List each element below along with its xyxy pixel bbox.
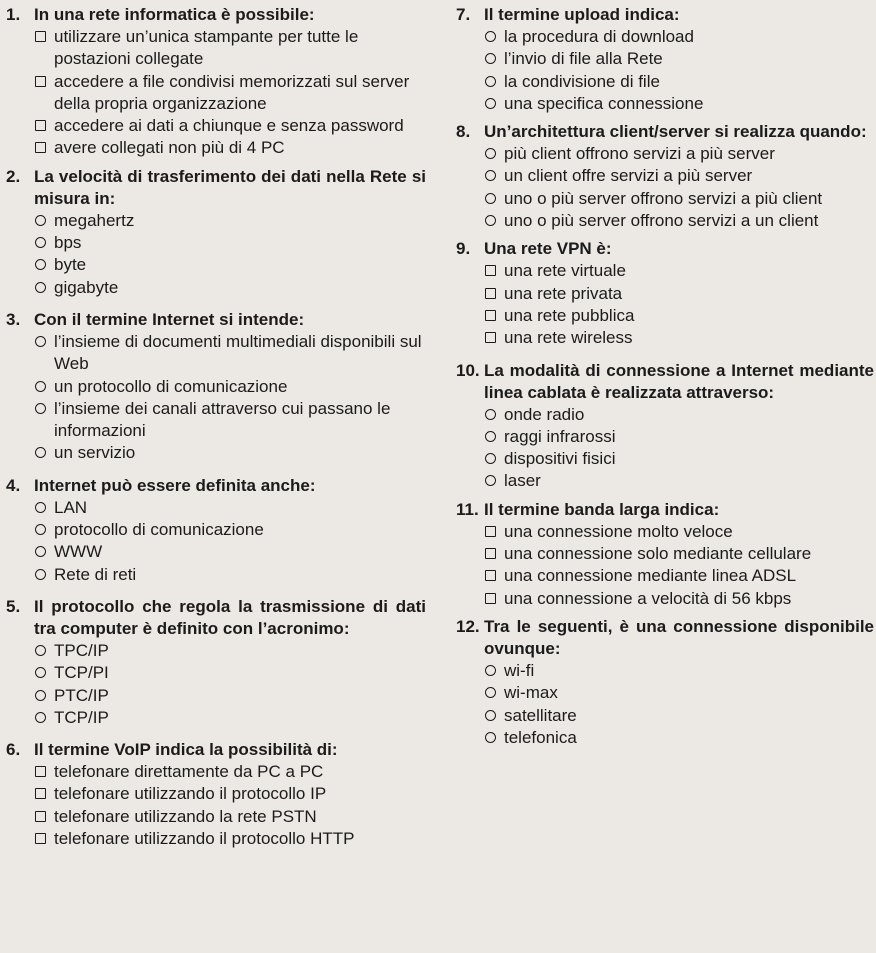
question-number: 9. bbox=[456, 239, 471, 259]
question-text: Un’architettura client/server si realizza quando: bbox=[484, 122, 867, 142]
option-label: wi-fi bbox=[504, 660, 535, 680]
answer-option[interactable] bbox=[483, 565, 874, 587]
answer-option[interactable] bbox=[483, 188, 874, 210]
answer-option[interactable] bbox=[483, 426, 874, 448]
question-text: Il protocollo che regola la trasmissione di dati tra computer è definito con l’acronimo: bbox=[34, 596, 426, 638]
radio-button[interactable] bbox=[35, 447, 46, 458]
question-number: 2. bbox=[6, 166, 21, 186]
radio-button[interactable] bbox=[35, 336, 46, 347]
option-label: laser bbox=[504, 471, 541, 491]
answer-option[interactable] bbox=[33, 398, 426, 443]
question-number: 7. bbox=[456, 5, 471, 24]
option-label: più client offrono servizi a più server bbox=[504, 144, 775, 164]
option-label: una rete privata bbox=[504, 283, 623, 303]
answer-option[interactable] bbox=[483, 165, 874, 187]
option-label: byte bbox=[54, 255, 87, 275]
answer-option[interactable] bbox=[33, 707, 426, 729]
question-number: 8. bbox=[456, 122, 471, 142]
checkbox[interactable] bbox=[485, 570, 496, 581]
option-label: accedere ai dati a chiunque e senza password bbox=[54, 116, 404, 136]
question-number: 11. bbox=[456, 499, 479, 519]
radio-button[interactable] bbox=[485, 98, 496, 109]
option-label: TCP/PI bbox=[54, 663, 109, 683]
option-label: telefonica bbox=[504, 727, 577, 747]
option-label: una rete wireless bbox=[504, 328, 633, 348]
option-label: una specifica connessione bbox=[504, 93, 704, 113]
option-label: LAN bbox=[54, 497, 88, 517]
answer-option[interactable] bbox=[33, 564, 426, 586]
radio-button[interactable] bbox=[35, 645, 46, 656]
answer-option[interactable] bbox=[33, 806, 426, 828]
option-label: telefonare utilizzando la rete PSTN bbox=[54, 806, 317, 826]
radio-button[interactable] bbox=[35, 502, 46, 513]
answer-option[interactable] bbox=[33, 541, 426, 563]
checkbox[interactable] bbox=[35, 788, 46, 799]
answer-option[interactable] bbox=[483, 305, 874, 327]
answer-option[interactable] bbox=[483, 71, 874, 93]
option-label: una connessione solo mediante cellulare bbox=[504, 544, 812, 564]
answer-option[interactable] bbox=[33, 376, 426, 398]
radio-button[interactable] bbox=[35, 403, 46, 414]
question-text: Il termine upload indica: bbox=[484, 5, 680, 24]
question-number: 6. bbox=[6, 740, 21, 760]
radio-button[interactable] bbox=[35, 546, 46, 557]
question-text: Internet può essere definita anche: bbox=[34, 475, 316, 495]
option-label: uno o più server offrono servizi a un client bbox=[504, 211, 819, 231]
answer-option[interactable] bbox=[483, 660, 874, 682]
question-number: 1. bbox=[6, 5, 21, 24]
question-number: 3. bbox=[6, 309, 21, 329]
option-label: accedere a file condivisi memorizzati sul server della propria organizzazione bbox=[54, 71, 410, 113]
checkbox[interactable] bbox=[35, 766, 46, 777]
question-12 bbox=[456, 616, 874, 749]
option-label: protocollo di comunicazione bbox=[54, 520, 264, 540]
answer-option[interactable] bbox=[483, 521, 874, 543]
option-label: la condivisione di file bbox=[504, 71, 660, 91]
radio-button[interactable] bbox=[35, 569, 46, 580]
answer-option[interactable] bbox=[483, 327, 874, 349]
checkbox[interactable] bbox=[35, 833, 46, 844]
answer-option[interactable] bbox=[33, 519, 426, 541]
question-text: La velocità di trasferimento dei dati nella Rete si misura in: bbox=[34, 166, 426, 208]
answer-option[interactable] bbox=[483, 283, 874, 305]
answer-option[interactable] bbox=[33, 210, 426, 232]
question-text: Una rete VPN è: bbox=[484, 239, 612, 259]
radio-button[interactable] bbox=[485, 409, 496, 420]
option-label: l’insieme dei canali attraverso cui passano le informazioni bbox=[54, 398, 391, 441]
answer-option[interactable] bbox=[33, 662, 426, 684]
answer-option[interactable] bbox=[33, 254, 426, 276]
radio-button[interactable] bbox=[485, 215, 496, 226]
checkbox[interactable] bbox=[485, 593, 496, 604]
question-4 bbox=[6, 475, 426, 586]
option-label: una connessione mediante linea ADSL bbox=[504, 566, 797, 586]
answer-option[interactable] bbox=[33, 137, 426, 159]
question-text: Con il termine Internet si intende: bbox=[34, 309, 305, 329]
answer-option[interactable] bbox=[483, 588, 874, 610]
question-number: 5. bbox=[6, 596, 21, 616]
question-6 bbox=[6, 739, 426, 850]
question-text: Tra le seguenti, è una connessione disponibile ovunque: bbox=[484, 616, 874, 658]
answer-option[interactable] bbox=[33, 783, 426, 805]
radio-button[interactable] bbox=[35, 381, 46, 392]
radio-button[interactable] bbox=[485, 710, 496, 721]
option-label: PTC/IP bbox=[54, 685, 109, 705]
option-label: un client offre servizi a più server bbox=[504, 166, 753, 186]
radio-button[interactable] bbox=[485, 687, 496, 698]
radio-button[interactable] bbox=[485, 170, 496, 181]
radio-button[interactable] bbox=[35, 215, 46, 226]
checkbox[interactable] bbox=[485, 548, 496, 559]
radio-button[interactable] bbox=[485, 732, 496, 743]
question-number: 4. bbox=[6, 475, 21, 495]
option-label: utilizzare un’unica stampante per tutte le postazioni collegate bbox=[54, 27, 359, 69]
question-9 bbox=[456, 238, 874, 349]
question-3 bbox=[6, 309, 426, 465]
checkbox[interactable] bbox=[485, 310, 496, 321]
option-label: telefonare utilizzando il protocollo IP bbox=[54, 784, 327, 804]
answer-option[interactable] bbox=[483, 682, 874, 704]
answer-option[interactable] bbox=[33, 26, 426, 71]
option-label: dispositivi fisici bbox=[504, 449, 616, 469]
question-text: Il termine banda larga indica: bbox=[484, 499, 720, 519]
radio-button[interactable] bbox=[35, 667, 46, 678]
option-label: wi-max bbox=[504, 683, 558, 703]
checkbox[interactable] bbox=[485, 526, 496, 537]
radio-button[interactable] bbox=[35, 282, 46, 293]
question-2 bbox=[6, 166, 426, 299]
radio-button[interactable] bbox=[485, 431, 496, 442]
option-label: la procedura di download bbox=[504, 27, 694, 46]
answer-option[interactable] bbox=[33, 497, 426, 519]
question-8 bbox=[456, 121, 874, 232]
option-label: gigabyte bbox=[54, 277, 119, 297]
answer-option[interactable] bbox=[483, 26, 874, 48]
answer-option[interactable] bbox=[33, 442, 426, 464]
option-label: TCP/IP bbox=[54, 707, 109, 727]
question-7 bbox=[456, 4, 874, 115]
radio-button[interactable] bbox=[485, 665, 496, 676]
radio-button[interactable] bbox=[485, 475, 496, 486]
answer-option[interactable] bbox=[483, 143, 874, 165]
answer-option[interactable] bbox=[483, 404, 874, 426]
answer-option[interactable] bbox=[33, 640, 426, 662]
option-label: onde radio bbox=[504, 404, 585, 424]
question-number: 12. bbox=[456, 616, 480, 636]
option-label: una rete virtuale bbox=[504, 261, 626, 281]
answer-option[interactable] bbox=[483, 543, 874, 565]
radio-button[interactable] bbox=[485, 31, 496, 42]
radio-button[interactable] bbox=[35, 259, 46, 270]
answer-option[interactable] bbox=[483, 448, 874, 470]
question-number: 10. bbox=[456, 360, 480, 380]
option-label: telefonare direttamente da PC a PC bbox=[54, 762, 324, 782]
option-label: megahertz bbox=[54, 210, 135, 230]
answer-option[interactable] bbox=[33, 277, 426, 299]
checkbox[interactable] bbox=[485, 332, 496, 343]
option-label: avere collegati non più di 4 PC bbox=[54, 138, 285, 158]
answer-option[interactable] bbox=[33, 71, 426, 116]
radio-button[interactable] bbox=[35, 690, 46, 701]
radio-button[interactable] bbox=[35, 712, 46, 723]
radio-button[interactable] bbox=[35, 524, 46, 535]
checkbox[interactable] bbox=[35, 811, 46, 822]
answer-option[interactable] bbox=[33, 232, 426, 254]
answer-option[interactable] bbox=[483, 470, 874, 492]
radio-button[interactable] bbox=[485, 76, 496, 87]
answer-option[interactable] bbox=[33, 115, 426, 137]
question-text: Il termine VoIP indica la possibilità di: bbox=[34, 740, 338, 760]
option-label: una connessione molto veloce bbox=[504, 521, 733, 541]
question-11 bbox=[456, 499, 874, 610]
answer-option[interactable] bbox=[33, 685, 426, 707]
checkbox[interactable] bbox=[485, 288, 496, 299]
option-label: uno o più server offrono servizi a più client bbox=[504, 188, 823, 208]
question-10 bbox=[456, 360, 874, 493]
radio-button[interactable] bbox=[485, 53, 496, 64]
checkbox[interactable] bbox=[35, 76, 46, 87]
answer-option[interactable] bbox=[483, 48, 874, 70]
answer-option[interactable] bbox=[33, 828, 426, 850]
option-label: Rete di reti bbox=[54, 564, 137, 584]
checkbox[interactable] bbox=[35, 31, 46, 42]
question-5 bbox=[6, 596, 426, 729]
answer-option[interactable] bbox=[483, 93, 874, 115]
checkbox[interactable] bbox=[35, 120, 46, 131]
answer-option[interactable] bbox=[33, 761, 426, 783]
answer-option[interactable] bbox=[33, 331, 426, 376]
option-label: l’insieme di documenti multimediali disponibili sul Web bbox=[54, 331, 422, 374]
answer-option[interactable] bbox=[483, 727, 874, 749]
option-label: TPC/IP bbox=[54, 640, 109, 660]
option-label: bps bbox=[54, 233, 82, 253]
option-label: una rete pubblica bbox=[504, 305, 635, 325]
question-1 bbox=[6, 4, 426, 160]
option-label: satellitare bbox=[504, 705, 577, 725]
option-label: WWW bbox=[54, 542, 103, 562]
checkbox[interactable] bbox=[485, 265, 496, 276]
option-label: telefonare utilizzando il protocollo HTTP bbox=[54, 829, 355, 849]
option-label: l’invio di file alla Rete bbox=[504, 49, 663, 69]
answer-option[interactable] bbox=[483, 210, 874, 232]
option-label: un servizio bbox=[54, 443, 136, 463]
option-label: raggi infrarossi bbox=[504, 426, 616, 446]
option-label: un protocollo di comunicazione bbox=[54, 376, 288, 396]
left-column bbox=[6, 4, 426, 850]
right-column bbox=[456, 4, 874, 749]
answer-option[interactable] bbox=[483, 260, 874, 282]
question-text: La modalità di connessione a Internet mediante linea cablata è realizzata attraverso: bbox=[484, 360, 874, 402]
question-text: In una rete informatica è possibile: bbox=[34, 5, 315, 24]
option-label: una connessione a velocità di 56 kbps bbox=[504, 588, 792, 608]
checkbox[interactable] bbox=[35, 142, 46, 153]
answer-option[interactable] bbox=[483, 705, 874, 727]
radio-button[interactable] bbox=[35, 237, 46, 248]
radio-button[interactable] bbox=[485, 193, 496, 204]
radio-button[interactable] bbox=[485, 148, 496, 159]
radio-button[interactable] bbox=[485, 453, 496, 464]
